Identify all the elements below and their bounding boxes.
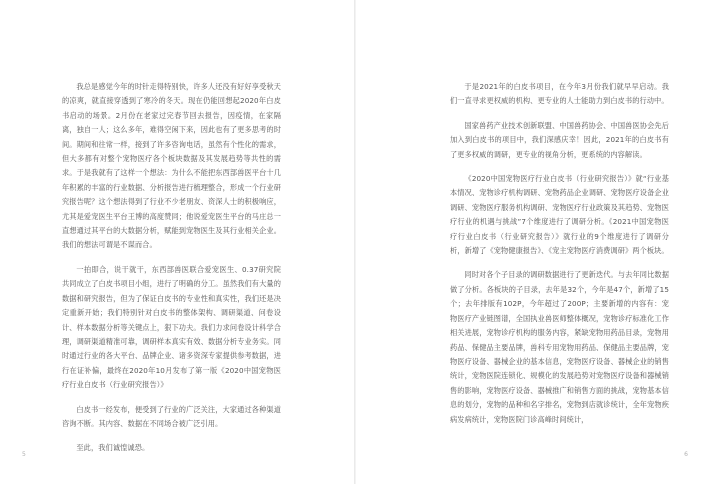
left-text-column (62, 80, 281, 466)
left-paragraph-4: 至此，我们诚惶诚恐。 (76, 443, 150, 453)
left-paragraph-3: 白皮书一经发布，便受到了行业的广泛关注，大家通过各种渠道咨询不断。其内容、数据在不同场合被广泛引用。 (62, 404, 281, 428)
left-paragraph-2: 一拍即合，说干就干，东西部兽医联合爱宠医生、0.37研究院共同成立了白皮书项目小组，进行了明确的分工。虽然我们有大量的数据和研究报告，但为了保证白皮书的专业性和真实性，我们还是决定重新开始；我们特别针对白皮书的整体架构、调研渠道、问卷设计、样本数据分析等关键点上，狠下功夫。我们力求问卷设计科学合理，调研渠道精准可靠，调研样本真实有效、数据分析专业务实。同时通过行业的各大平台、品牌企业、诸多资深专家提供参考数据，进行在证补偏，最终在2020年10月发布了第一版《2020中国宠物医疗行业白皮书（行业研究报告）》 (62, 264, 281, 390)
right-paragraph-4: 同时对各个子目录的调研数据进行了更新迭代。与去年同比数据做了分析。各板块的子目录，去年是32个，今年是47个，新增了15个；去年排版有102P，今年超过了200P；主要新增的内容有：宠物医疗产业链图谱，全国执业兽医师整体概况，宠物诊疗标准化工作相关进展，宠物诊疗机构的服务内容，紧缺宠物用药品目录，宠物用药品、保健品主要品牌，兽科专用宠物用药品、保健品主要品牌，宠物医疗设备、器械企业的基本信息，宠物医疗设备、器械企业的销售统计，宠物医院连锁化、规模化的发展趋势对宠物医疗设备和器械销售的影响，宠物医疗设备、器械推广和销售方面的挑战，宠物基本信息的划分，宠物的品种和名字排名，宠物到店就诊统计，全年宠物疾病发病统计，宠物医院门诊高峰时间统计， (450, 270, 669, 424)
left-page-number: 5 (22, 451, 26, 458)
right-page-number: 6 (684, 451, 688, 458)
right-paragraph-3: 《2020中国宠物医疗行业白皮书（行业研究报告）》就“行业基本情况、宠物诊疗机构调研、宠物药品企业调研、宠物医疗设备企业调研、宠物医疗服务机构调研、宠物医疗行业政策及其趋势、宠物医疗行业的机遇与挑战”7个维度进行了调研分析。《2021中国宠物医疗行业白皮书（行业研究报告）》就行业的9个维度进行了调研分析，新增了《宠物健康报告》、《宠主宠物医疗消费调研》两个板块。 (450, 174, 669, 256)
right-paragraph-1: 于是2021年的白皮书项目，在今年3月份我们就早早启动。我们一直寻求更权威的机构、更专业的人士能助力到白皮书的行动中。 (450, 82, 669, 106)
right-paragraph-2: 国家兽药产业技术创新联盟、中国兽药协会、中国兽医协会先后加入到白皮书的项目中，我们深感庆幸！因此，2021年的白皮书有了更多权威的调研，更专业的视角分析，更系统的内容解读。 (450, 120, 669, 159)
right-text-column (450, 80, 669, 437)
right-page (355, 0, 710, 484)
left-paragraph-1: 我总是感觉今年的时针走得特别快，许多人还没有好好享受秋天的凉爽，就直接穿透到了寒冷的冬天。现在仍能回想起2020年白皮书启动的场景。2月份在老家过完春节回去报告，因疫情，在家隔离，独自一人；这么多年，难得空闲下来，因此也有了更多思考的时间。期间和往常一样，接到了许多咨询电话，虽然有个性化的需求，但大多都有对整个宠物医疗各个板块数据及其发展趋势等共性的需求。于是我就有了这样一个想法：为什么不能把东西部兽医平台十几年积累的丰富的行业数据、分析报告进行梳理整合，形成一个行业研究报告呢？这个想法得到了行业不少老朋友、资深人士的积极响应，尤其是爱宠医生平台王博的高度赞同；他说爱宠医生平台的马庄总一直想通过其平台的大数据分析，赋能到宠物医生及其行业相关企业。我们的想法可谓是不谋而合。 (62, 82, 281, 250)
